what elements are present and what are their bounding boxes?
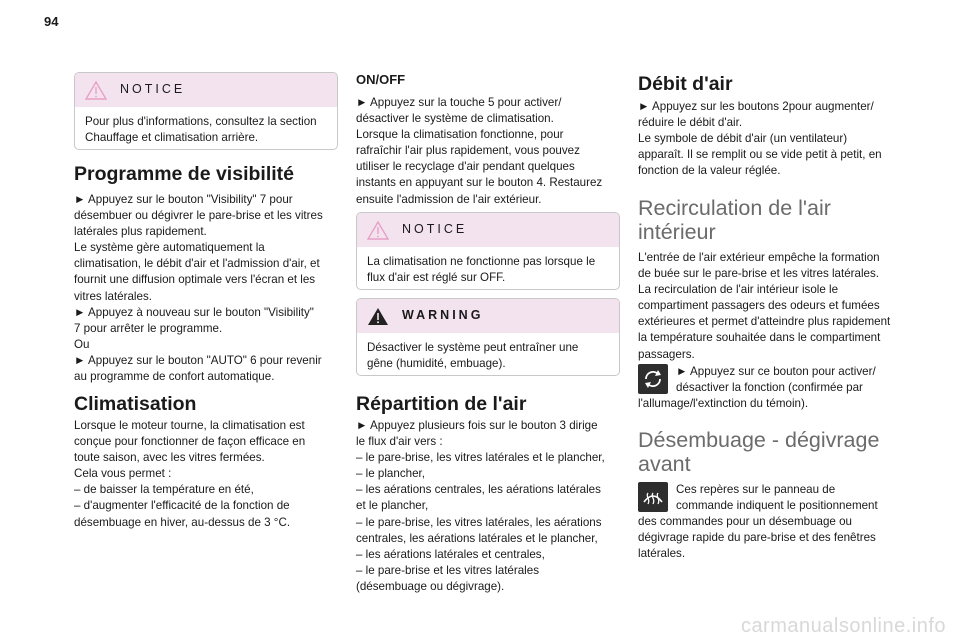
recirculation-text [638,250,916,363]
onoff-text [356,95,624,208]
section-title-debit: Débit d'air [638,73,733,95]
text-line: utiliser le recyclage d'air pendant quelques [356,160,575,174]
text-line: désactiver le système de climatisation. [356,112,554,126]
text-line: des commandes pour un désembuage ou [638,515,852,528]
recirculation-button-text [676,364,916,396]
text-line: – les aérations centrales, les aérations latérales [356,483,601,497]
text-line: fonction de la valeur réglée. [638,164,781,178]
text-line: Lorsque le moteur tourne, la climatisation est [74,419,305,432]
notice-text: flux d'air est réglé sur OFF. [367,271,506,285]
text-line: l'allumage/l'extinction du témoin). [638,397,809,410]
text-line: Ces repères sur le panneau de [676,483,836,496]
text-line: passagers. [638,347,695,361]
caution-triangle-icon [85,81,107,100]
text-line: au programme de confort automatique. [74,370,275,384]
text-line: – le pare-brise, les vitres latérales, les aérations [356,515,602,529]
text-line: – de baisser la température en été, [74,483,254,497]
notice-box [356,212,620,290]
notice-text: Chauffage et climatisation arrière. [85,131,259,145]
warning-header [357,299,619,333]
notice-label: NOTICE [402,222,468,236]
text-line: ► Appuyez sur le bouton "AUTO" 6 pour revenir [74,353,322,367]
text-line: dégivrage rapide du pare-brise et des fenêtres [638,531,876,545]
text-line: Cela vous permet : [74,467,172,481]
text-line: apparaît. Il se remplit ou se vide petit à petit, en [638,148,882,162]
title-line: Recirculation de l'air [638,196,831,220]
text-line: le flux d'air vers : [356,435,443,449]
text-line: instants en appuyant sur le bouton 4. Restaurez [356,176,603,190]
repartition-text [356,418,626,595]
text-line: compartiment passagers des odeurs et fumées [638,299,880,313]
text-line: de buée sur le pare-brise et les vitres latérales. [638,267,880,281]
front-defrost-icon [638,482,668,512]
text-line: fournit une diffusion optimale vers l'écran et les [74,273,316,287]
notice-box [74,72,338,150]
text-line: La recirculation de l'air intérieur isole le [638,283,839,297]
text-line: ► Appuyez plusieurs fois sur le bouton 3 dirige [356,419,598,432]
title-line: avant [638,452,691,476]
text-line: conçue pour fonctionner de façon efficace en [74,435,306,449]
title-line: Désembuage - dégivrage [638,428,880,452]
text-line: – le pare-brise et les vitres latérales [356,563,540,577]
notice-header [357,213,619,247]
text-line: centrales, les aérations latérales et le plancher, [356,531,598,545]
text-line: – le plancher, [356,467,425,481]
section-title-repartition: Répartition de l'air [356,393,527,415]
warning-text: gêne (humidité, embuage). [367,357,506,371]
text-line: toute saison, avec les vitres fermées. [74,451,265,465]
section-title-recirculation [638,196,831,244]
title-line: intérieur [638,220,716,244]
text-line: désembuer ou dégivrer le pare-brise et les vitres [74,209,323,223]
notice-label: NOTICE [120,82,186,96]
desembuage-text [638,514,916,562]
warning-text: Désactiver le système peut entraîner une [367,341,579,354]
warning-triangle-icon [367,307,389,326]
section-title-onoff: ON/OFF [356,72,406,87]
text-line: ► Appuyez à nouveau sur le bouton "Visibility" [74,305,314,319]
text-line: vitres latérales. [74,289,152,303]
text-line: latérales plus rapidement. [74,225,207,239]
climatisation-text [74,418,344,531]
recirculation-text-end [638,396,916,412]
text-line: Le système gère automatiquement la [74,241,265,255]
text-line: latérales. [638,547,686,561]
notice-header [75,73,337,107]
watermark: carmanualsonline.info [740,615,946,637]
text-line: Lorsque la climatisation fonctionne, pour [356,128,564,142]
text-line: L'entrée de l'air extérieur empêche la formation [638,251,880,264]
text-line: 7 pour arrêter le programme. [74,321,223,335]
text-line: climatisation, le débit d'air et l'admission d'air, et [74,257,320,271]
text-line: ► Appuyez sur le bouton "Visibility" 7 pour [74,193,293,206]
text-line: Ou [74,337,90,351]
text-line: Le symbole de débit d'air (un ventilateur) [638,132,848,146]
recirculation-icon [638,364,668,394]
text-line: et le plancher, [356,499,429,513]
notice-text: Pour plus d'informations, consultez la section [85,115,317,128]
text-line: ► Appuyez sur ce bouton pour activer/ [676,365,876,378]
debit-text [638,99,913,179]
caution-triangle-icon [367,221,389,240]
warning-box [356,298,620,376]
text-line: commande indiquent le positionnement [676,499,878,513]
text-line: extérieures et permet d'atteindre plus rapidement [638,315,891,329]
text-line: la température souhaitée dans le compartiment [638,331,881,345]
page-number: 94 [44,14,59,29]
visibility-text [74,192,344,385]
text-line: – le pare-brise, les vitres latérales et le plancher, [356,451,605,465]
text-line: désembuage en hiver, au-dessus de 3 °C. [74,515,291,529]
text-line: ensuite l'admission de l'air extérieur. [356,192,542,206]
text-line: ► Appuyez sur les boutons 2pour augmenter/ [638,100,874,113]
desembuage-icon-text [676,482,916,514]
section-title-visibility: Programme de visibilité [74,163,294,185]
text-line: réduire le débit d'air. [638,116,743,130]
notice-text: La climatisation ne fonctionne pas lorsque le [367,255,596,268]
text-line: désactiver la fonction (confirmée par [676,381,863,395]
warning-label: WARNING [402,308,484,322]
section-title-desembuage [638,428,879,476]
text-line: (désembuage ou dégivrage). [356,579,505,593]
text-line: rafraîchir l'air plus rapidement, vous pouvez [356,144,580,158]
text-line: – d'augmenter l'efficacité de la fonction de [74,499,290,513]
text-line: – les aérations latérales et centrales, [356,547,545,561]
text-line: ► Appuyez sur la touche 5 pour activer/ [356,96,562,109]
section-title-climatisation: Climatisation [74,393,197,415]
